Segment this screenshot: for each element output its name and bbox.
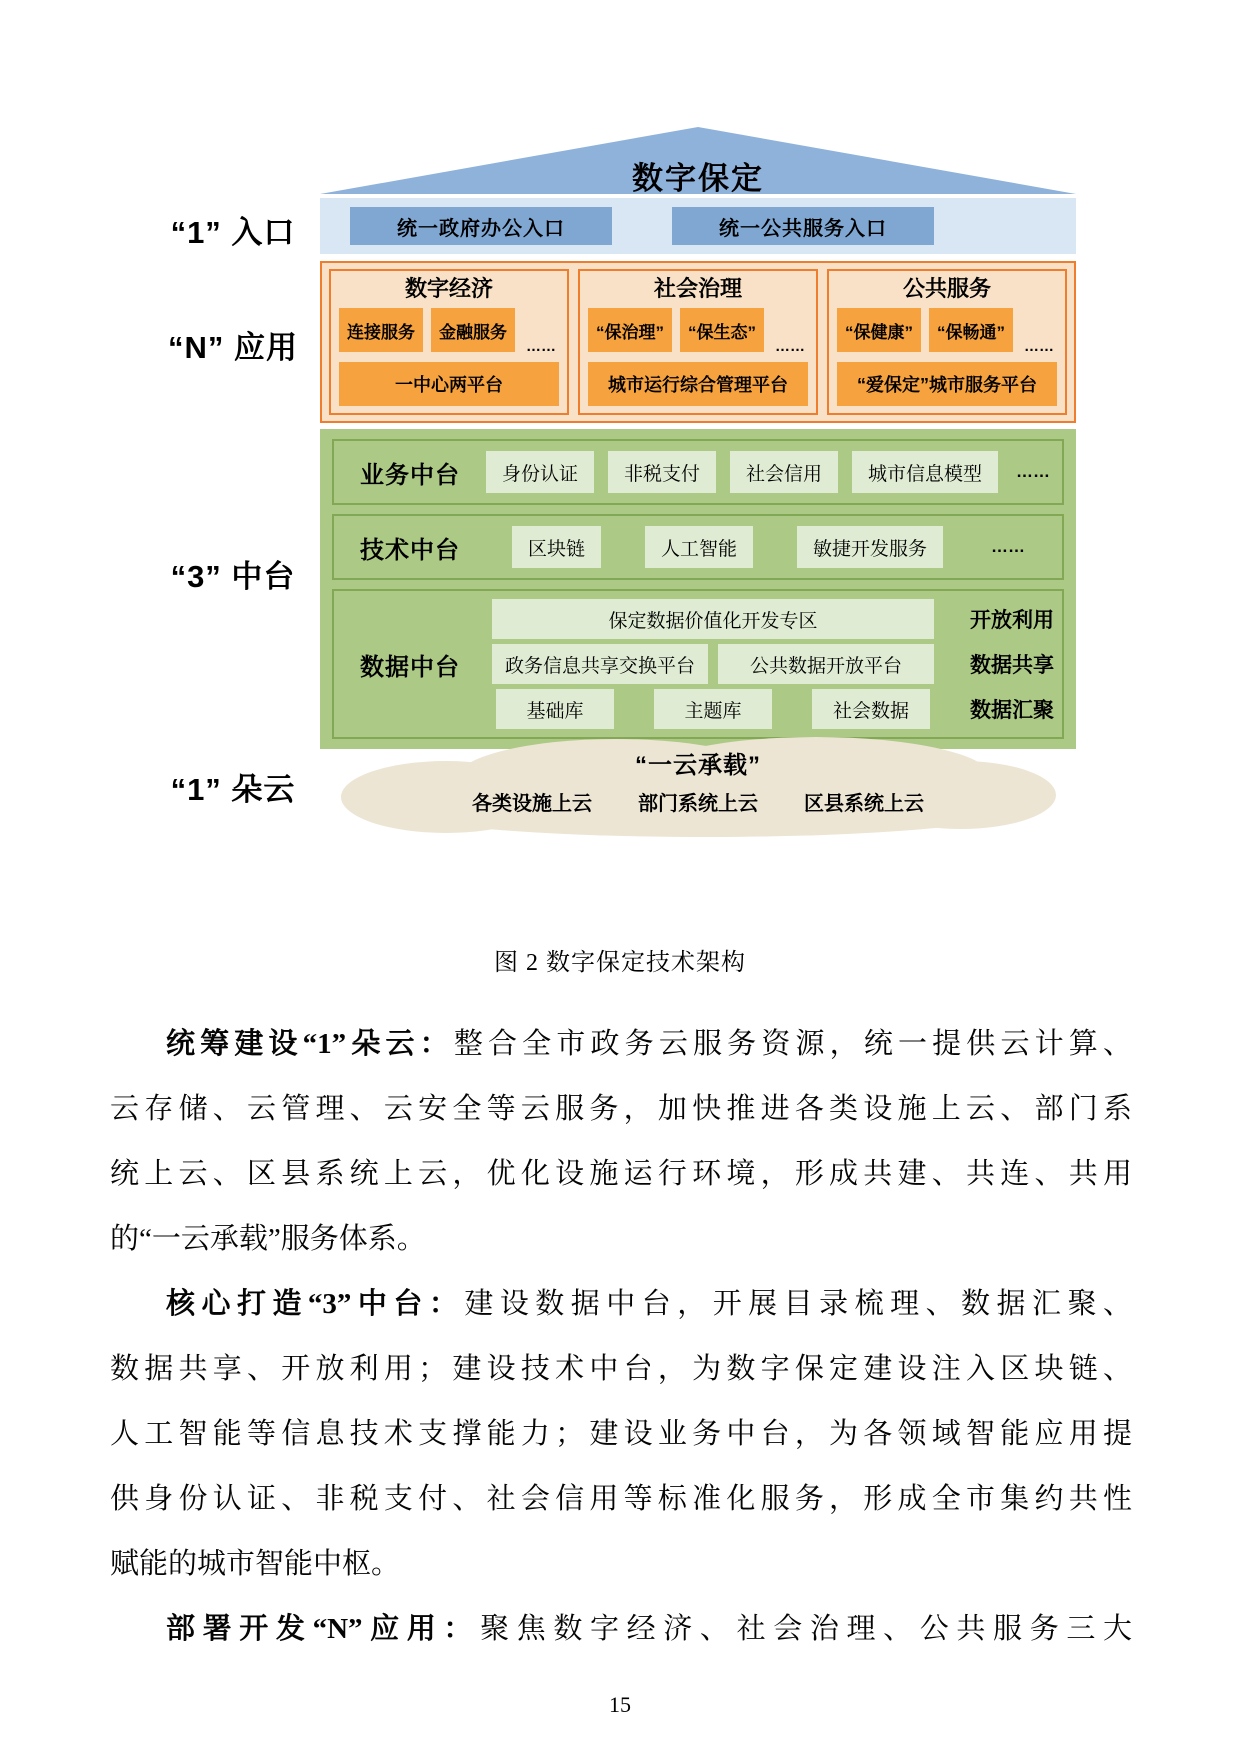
layer-label-apps: “N” 应用 <box>168 330 298 365</box>
platform-item: 社会数据 <box>812 689 930 729</box>
data-tags-column <box>934 599 1054 729</box>
paragraph-lead: 统筹建设“1”朵云： <box>166 1028 454 1060</box>
body-line-text: 整合全市政务云服务资源，统一提供云计算、 <box>453 1028 1132 1060</box>
app-platform-box: 一中心两平台 <box>339 362 559 406</box>
diagram-title: 数字保定 <box>632 161 764 196</box>
data-platform-panel <box>332 589 1064 739</box>
body-line <box>110 1012 1132 1077</box>
row-title: 业务中台 <box>360 461 460 489</box>
data-tag: 数据共享 <box>970 654 1054 677</box>
platform-item: 人工智能 <box>645 526 753 568</box>
platform-item: 敏捷开发服务 <box>797 526 943 568</box>
data-row-collect <box>492 689 934 729</box>
middle-platform-layer <box>320 429 1076 749</box>
row-items <box>486 451 1050 493</box>
cloud-layer <box>336 735 1060 839</box>
body-text <box>110 1012 1132 1662</box>
paragraph-lead: 核心打造“3”中台： <box>166 1288 465 1320</box>
body-line: 的“一云承载”服务体系。 <box>110 1223 426 1255</box>
app-panel-title: 数字经济 <box>404 276 493 301</box>
app-item: “保生态” <box>680 308 764 352</box>
app-items-row <box>837 308 1057 354</box>
platform-item: 社会信用 <box>730 451 838 493</box>
platform-item: 城市信息模型 <box>852 451 998 493</box>
entry-box-public-service: 统一公共服务入口 <box>672 207 934 245</box>
app-item: “保健康” <box>837 308 921 352</box>
body-line: 云存储、云管理、云安全等云服务，加快推进各类设施上云、部门系 <box>110 1093 1132 1125</box>
data-tag: 开放利用 <box>970 609 1054 632</box>
platform-item: 基础库 <box>496 689 614 729</box>
data-tag: 数据汇聚 <box>970 699 1054 722</box>
row-title: 技术中台 <box>360 536 460 564</box>
platform-item: 区块链 <box>512 526 601 568</box>
apps-layer <box>320 261 1076 423</box>
app-panel-title: 公共服务 <box>902 276 991 301</box>
app-panel-title: 社会治理 <box>653 276 742 301</box>
ellipsis: …… <box>775 338 805 355</box>
body-line: 统上云、区县系统上云，优化设施运行环境，形成共建、共连、共用 <box>110 1158 1132 1190</box>
data-row-share <box>492 644 934 684</box>
app-platform-box: “爱保定”城市服务平台 <box>837 362 1057 406</box>
body-line <box>110 1597 1132 1662</box>
ellipsis: …… <box>1016 462 1050 481</box>
app-item: “保畅通” <box>929 308 1013 352</box>
platform-item: 身份认证 <box>486 451 594 493</box>
body-line: 人工智能等信息技术支撑能力；建设业务中台，为各领域智能应用提 <box>110 1418 1132 1450</box>
platform-item: 主题库 <box>654 689 772 729</box>
cloud-item: 各类设施上云 <box>472 793 592 815</box>
entry-layer <box>320 198 1076 254</box>
diagram-roof <box>320 127 1076 194</box>
cloud-items-row <box>336 787 1060 816</box>
body-line <box>110 1272 1132 1337</box>
body-line: 赋能的城市智能中枢。 <box>110 1548 401 1580</box>
ellipsis: …… <box>991 537 1026 556</box>
platform-item: 政务信息共享交换平台 <box>492 644 708 684</box>
body-line: 供身份认证、非税支付、社会信用等标准化服务，形成全市集约共性 <box>110 1483 1132 1515</box>
entry-box-gov-office: 统一政府办公入口 <box>350 207 612 245</box>
row-title: 数据中台 <box>360 653 460 681</box>
page-number: 15 <box>609 1692 631 1717</box>
body-line: 数据共享、开放利用；建设技术中台，为数字保定建设注入区块链、 <box>110 1353 1132 1385</box>
data-platform-rows <box>492 599 934 729</box>
data-row-open <box>492 599 934 639</box>
tech-platform-row <box>332 514 1064 580</box>
app-item: 金融服务 <box>431 308 515 352</box>
app-item: 连接服务 <box>339 308 423 352</box>
body-line-text: 聚焦数字经济、社会治理、公共服务三大 <box>480 1613 1132 1645</box>
row-items <box>494 526 1050 568</box>
app-platform-box: 城市运行综合管理平台 <box>588 362 808 406</box>
ellipsis: …… <box>526 338 556 355</box>
cloud-title: “一云承载” <box>635 752 761 779</box>
figure-caption: 图 2 数字保定技术架构 <box>494 950 746 976</box>
layer-label-mid: “3” 中台 <box>170 559 296 594</box>
app-items-row <box>588 308 808 354</box>
app-panel-digital-economy <box>329 269 569 415</box>
business-platform-row <box>332 439 1064 505</box>
app-items-row <box>339 308 559 354</box>
platform-item: 公共数据开放平台 <box>718 644 934 684</box>
platform-item: 非税支付 <box>608 451 716 493</box>
platform-item: 保定数据价值化开发专区 <box>492 599 934 639</box>
app-item: “保治理” <box>588 308 672 352</box>
cloud-item: 部门系统上云 <box>638 793 758 815</box>
layer-label-cloud: “1” 朵云 <box>170 772 296 807</box>
layer-label-entry: “1” 入口 <box>170 215 296 250</box>
cloud-item: 区县系统上云 <box>804 793 924 815</box>
app-panel-social-governance <box>578 269 818 415</box>
paragraph-lead: 部署开发“N”应用： <box>166 1613 481 1645</box>
ellipsis: …… <box>1024 338 1054 355</box>
app-panel-public-service <box>827 269 1067 415</box>
body-line-text: 建设数据中台，开展目录梳理、数据汇聚、 <box>464 1288 1132 1320</box>
